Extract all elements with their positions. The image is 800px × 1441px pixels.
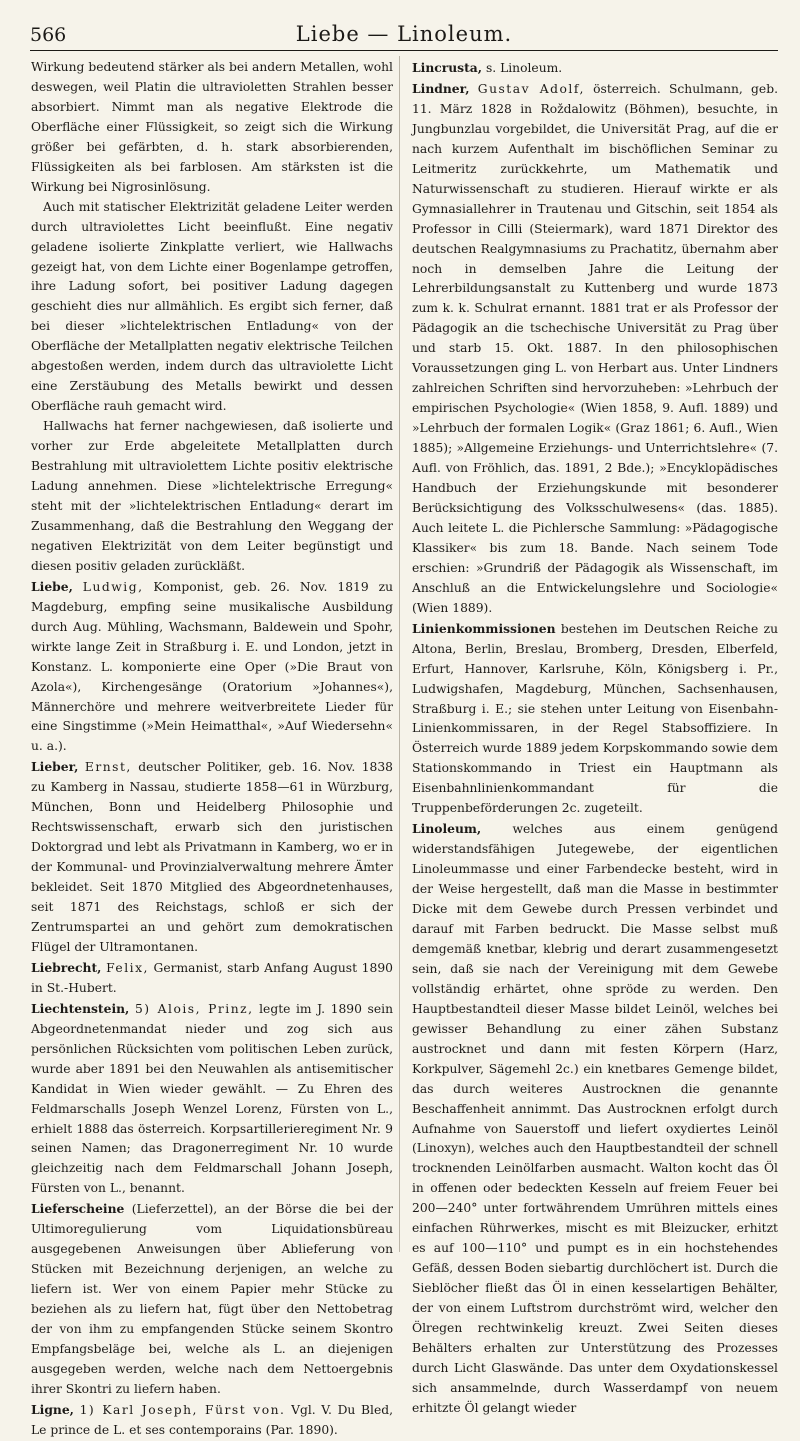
paragraph: Wirkung bedeutend stärker als bei andern Metallen, wohl deswegen, weil Platin die ultravioletten Strahlen besser absorbiert. Nimmt man als negative Elektrode die Oberfläche einer Flüssigkeit, so zeigt sich die Wirkung größer bei gefärbten, d. h. stark absorbierenden, Flüssigkeiten als bei farblosen. Am stärksten ist die Wirkung bei Nigrosinlösung.: [31, 60, 393, 194]
entry-linoleum: Linoleum, welches aus einem genügend widerstandsfähigen Jutegewebe, der eigentlichen Linoleummasse und einer Farbendecke besteht, wird in der Weise hergestellt, daß man die Masse in bestimmter Dicke mit dem Gewebe durch Pressen verbindet und darauf mit Farben bedruckt. Die Masse selbst muß demgemäß knetbar, klebrig und derart zusammengesetzt sein, daß sie nach der Vereinigung mit dem Gewebe vollständig erhärtet, ohne spröde zu werden. Den Hauptbestandteil dieser Masse bildet Leinöl, welches bei gewisser Behandlung zu einer zähen Substanz austrocknet und dann mit festen Körpern (Harz, Korkpulver, Sägemehl 2c.) ein knetbares Gemenge bildet, das durch weiteres Austrocknen die genannte Beschaffenheit annimmt. Das Austrocknen erfolgt durch Aufnahme von Sauerstoff und liefert oxydiertes Leinöl (Linoxyn), welches auch den Hauptbestandteil der schnell trocknenden Leinölfarben ausmacht. Walton kocht das Öl in offenen oder bedeckten Kesseln auf freiem Feuer bei 200—240° unter fortwährendem Umrühren mittels eines einfachen Rührwerkes, mischt es mit Bleizucker, erhitzt es auf 100—110° und pumpt es in ein hochstehendes Gefäß, dessen Boden siebartig durchlöchert ist. Durch die Sieblöcher fließt das Öl in einen kesselartigen Behälter, der von einem Luftstrom durchströmt wird, welcher den Ölregen rechtwinkelig kreuzt. Zwei Seiten dieses Behälters erhalten zur Unterstützung des Prozesses durch Licht Glaswände. Das unter dem Oxydationskessel sich ansammelnde, durch Wasserdampf von neuem erhitzte Öl gelangt wieder: [412, 821, 778, 1415]
entry-headword: Lindner,: [412, 80, 470, 96]
entry-liebrecht: Liebrecht, Felix, Germanist, starb Anfang August 1890 in St.-Hubert.: [31, 959, 393, 995]
paragraph: Hallwachs hat ferner nachgewiesen, daß isolierte und vorher zur Erde abgeleitete Metallplatten durch Bestrahlung mit ultraviolettem Lichte positiv elektrische Ladung annehmen. Diese »lichtelektrische Erregung« steht mit der »lichtelektrischen Entladung« derart im Zusammenhang, daß die Bestrahlung den Weggang der negativen Elektrizität von dem Leiter begünstigt und diesen positiv geladen zurückläßt.: [31, 419, 393, 573]
entry-headword: Lieferscheine: [31, 1201, 125, 1217]
entry-lincrusta: Lincrusta, s. Linoleum.: [412, 60, 563, 75]
left-column: [31, 58, 393, 1441]
paragraph: Auch mit statischer Elektrizität geladene Leiter werden durch ultraviolettes Licht beeinflußt. Eine negativ geladene isolierte Zinkplatte verliert, wie Hallwachs gezeigt hat, von dem Lichte einer Bogenlampe getroffen, ihre Ladung sofort, bei positiver Ladung dagegen geschieht dies nur allmählich. Es ergibt sich ferner, daß bei dieser »lichtelektrischen Entladung« von der Oberfläche der Metallplatten negativ elektrische Teilchen abgestoßen werden, indem durch das ultraviolette Licht eine Zerstäubung des Metalls bewirkt und dessen Oberfläche rauh gemacht wird.: [31, 199, 393, 414]
entry-liechtenstein: Liechtenstein, 5) Alois, Prinz, legte im J. 1890 sein Abgeordnetenmandat nieder und zog sich aus persönlichen Rücksichten vom politischen Leben zurück, wurde aber 1891 bei den Neuwahlen als antisemitischer Kandidat in Wien wieder gewählt. — Zu Ehren des Feldmarschalls Joseph Wenzel Lorenz, Fürsten von L., erhielt 1888 das österreich. Korpsartillerieregiment Nr. 9 seinen Namen; das Dragonerregiment Nr. 10 wurde gleichzeitig nach dem Feldmarschall Johann Joseph, Fürsten von L., benannt.: [31, 1000, 393, 1196]
entry-liebe: Liebe, Ludwig, Komponist, geb. 26. Nov. 1819 zu Magdeburg, empfing seine musikalische Ausbildung durch Aug. Mühling, Wachsmann, Baldewein und Spohr, wirkte lange Zeit in Straßburg i. E. und London, jetzt in Konstanz. L. komponierte eine Oper (»Die Braut von Azola«), Kirchengesänge (Oratorium »Johannes«), Männerchöre und mehrere weitverbreitete Lieder für eine Singstimme (»Mein Heimatthal«, »Auf Wiedersehn« u. a.).: [31, 578, 393, 754]
entry-headword: Lincrusta,: [412, 60, 483, 75]
entry-lieferscheine: Lieferscheine (Lieferzettel), an der Börse die bei der Ultimoregulierung vom Liquidationsbüreau ausgegebenen Anweisungen über Ablieferung von Stücken mit Bezeichnung derjenigen, an welche zu liefern ist. Wer von einem Papier mehr Stücke zu beziehen als zu liefern hat, fügt über den Nettobetrag der von ihm zu empfangenden Stücke seinem Skontro Empfangsbeläge bei, welche als L. an diejenigen ausgegeben werden, welche nach dem Nettoergebnis ihrer Skontri zu liefern haben.: [31, 1201, 393, 1396]
entry-headword: Ligne,: [31, 1401, 74, 1417]
entry-name: 1) Karl Joseph, Fürst von.: [79, 1402, 286, 1417]
entry-lieber: Lieber, Ernst, deutscher Politiker, geb. 16. Nov. 1838 zu Kamberg in Nassau, studierte 1858—61 in Würzburg, München, Bonn und Heidelberg Philosophie und Rechtswissenschaft, erwarb sich den juristischen Doktorgrad und lebt als Privatmann in Kamberg, wo er in der Kommunal- und Provinzialverwaltung mehrere Ämter bekleidet. Seit 1870 Mitglied des Abgeordnetenhauses, seit 1871 des Reichstags, schloß er sich der Zentrumspartei an und gehört zum demokratischen Flügel der Ultramontanen.: [31, 759, 393, 954]
entry-name: Felix,: [106, 960, 149, 975]
entry-headword: Liechtenstein,: [31, 1000, 130, 1016]
entry-ligne: Ligne, 1) Karl Joseph, Fürst von. Vgl. V. Du Bled, Le prince de L. et ses contemporains (Par. 1890).: [31, 1401, 393, 1437]
entry-headword: Lieber,: [31, 759, 79, 775]
entry-name: 5) Alois, Prinz,: [134, 1001, 254, 1016]
entry-headword: Liebrecht,: [31, 959, 102, 975]
entry-name: Ludwig,: [82, 579, 144, 594]
entry-name: Ernst,: [84, 760, 132, 775]
right-column: [412, 58, 778, 1419]
page-number: 566: [30, 24, 67, 46]
entry-headword: Liebe,: [31, 578, 73, 594]
entry-headword: Linienkommissionen: [412, 620, 556, 636]
entry-headword: Linoleum,: [412, 821, 482, 837]
column-divider: [399, 56, 400, 1252]
page-title: Liebe — Linoleum.: [295, 22, 513, 46]
entry-lindner: Lindner, Gustav Adolf, österreich. Schulmann, geb. 11. März 1828 in Roždalowitz (Böhmen), besuchte, in Jungbunzlau vorgebildet, die Universität Prag, auf die er nach kurzem Aufenthalt im bischöflichen Seminar zu Leitmeritz zurückkehrte, um Mathematik und Naturwissenschaft zu studieren. Hierauf wirkte er als Gymnasiallehrer in Trautenau und Gitschin, seit 1854 als Professor in Cilli (Steiermark), ward 1871 Direktor des deutschen Realgymnasiums zu Prachatitz, übernahm aber noch in demselben Jahre die Leitung der Lehrerbildungsanstalt zu Kuttenberg und wurde 1873 zum k. k. Schulrat ernannt. 1881 trat er als Professor der Pädagogik an die tschechische Universität zu Prag über und starb 15. Okt. 1887. In den philosophischen Voraussetzungen ging L. von Herbart aus. Unter Lindners zahlreichen Schriften sind hervorzuheben: »Lehrbuch der empirischen Psychologie« (Wien 1858, 9. Aufl. 1889) und »Lehrbuch der formalen Logik« (Graz 1861; 6. Aufl., Wien 1885); »Allgemeine Erziehungs- und Unterrichtslehre« (7. Aufl. von Fröhlich, das. 1891, 2 Bde.); »Encyklopädisches Handbuch der Erziehungskunde mit besonderer Berücksichtigung des Volksschulwesens« (das. 1885). Auch leitete L. die Pichlersche Sammlung: »Pädagogische Klassiker« bis zum 18. Bande. Nach seinem Tode erschien: »Grundriß der Pädagogik als Wissenschaft, im Anschluß an die Entwickelungslehre und Sociologie« (Wien 1889).: [412, 80, 778, 615]
entry-name: Gustav Adolf,: [477, 81, 585, 96]
entry-linienkommissionen: Linienkommissionen bestehen im Deutschen Reiche zu Altona, Berlin, Breslau, Bromberg, Dresden, Elberfeld, Erfurt, Hannover, Karlsruhe, Köln, Königsberg i. Pr., Ludwigshafen, Magdeburg, München, Sachsenhausen, Straßburg i. E.; sie stehen unter Leitung von Eisenbahn-Linienkommissaren, in der Regel Stabsoffiziere. In Österreich wurde 1889 jedem Korpskommando sowie dem Stationskommando in Triest ein Hauptmann als Eisenbahnlinienkommandant für die Truppenbeförderungen 2c. zugeteilt.: [412, 620, 778, 816]
page-header: [30, 20, 778, 51]
